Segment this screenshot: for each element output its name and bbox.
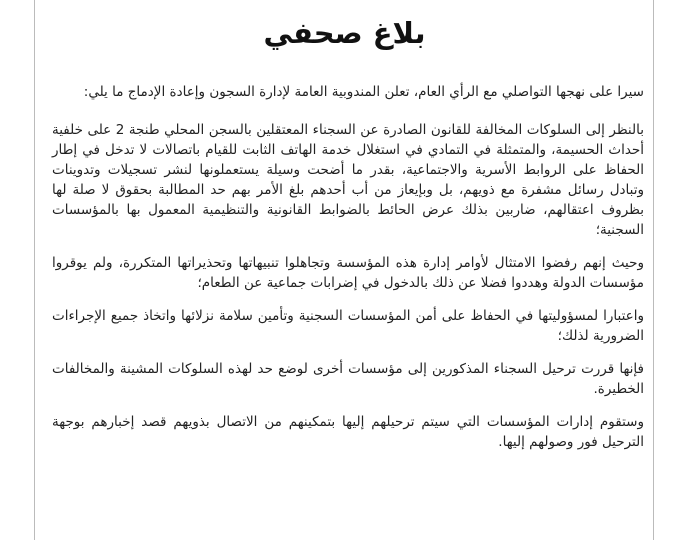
paragraph-intro: سيرا على نهجها التواصلي مع الرأي العام، تعلن المندوبية العامة لإدارة السجون وإعادة الإدماج ما يلي: <box>83 84 644 100</box>
paragraph-refusal: وحيث إنهم رفضوا الامتثال لأوامر إدارة هذه المؤسسة وتجاهلوا تنبيهاتها وتحذيراتها المتكررة، ولم يوقروا مؤسسات الدولة وهددوا فضلا عن ذلك بالدخول في إضرابات جماعية عن الطعام؛ <box>52 255 644 291</box>
paragraph-decision: فإنها قررت ترحيل السجناء المذكورين إلى مؤسسات أخرى لوضع حد لهذه السلوكات المشينة والمخالفات الخطيرة. <box>52 361 644 397</box>
paragraph-contact: وستقوم إدارات المؤسسات التي سيتم ترحيلهم إليها بتمكينهم من الاتصال بذويهم قصد إخبارهم بوجهة الترحيل فور وصولهم إليها. <box>52 414 644 450</box>
document-body <box>52 82 644 465</box>
document-title: بلاغ صحفي <box>263 16 426 50</box>
paragraph-responsibility: واعتبارا لمسؤوليتها في الحفاظ على أمن المؤسسات السجنية وتأمين سلامة نزلائها واتخاذ جميع الإجراءات الضرورية لذلك؛ <box>52 308 644 344</box>
page-left-border <box>34 0 35 540</box>
paragraph-considering: بالنظر إلى السلوكات المخالفة للقانون الصادرة عن السجناء المعتقلين بالسجن المحلي طنجة 2 على خلفية أحداث الحسيمة، والمتمثلة في التمادي في استغلال خدمة الهاتف الثابت للقيام باتصالات لا تدخل في إطار الحفاظ على الروابط الأسرية والاجتماعية، بقدر ما أضحت وسيلة يستعملونها لنشر تسجيلات وتدوينات وتبادل رسائل مشفرة مع ذويهم، بل وبإيعاز من أب أحدهم بلغ الأمر بهم حد المطالبة بحقوق لا صلة لها بظروف اعتقالهم، ضاربين بذلك عرض الحائط بالضوابط القانونية والتنظيمية المعمول بها بالمؤسسات السجنية؛ <box>52 122 644 238</box>
page-right-border <box>653 0 654 540</box>
